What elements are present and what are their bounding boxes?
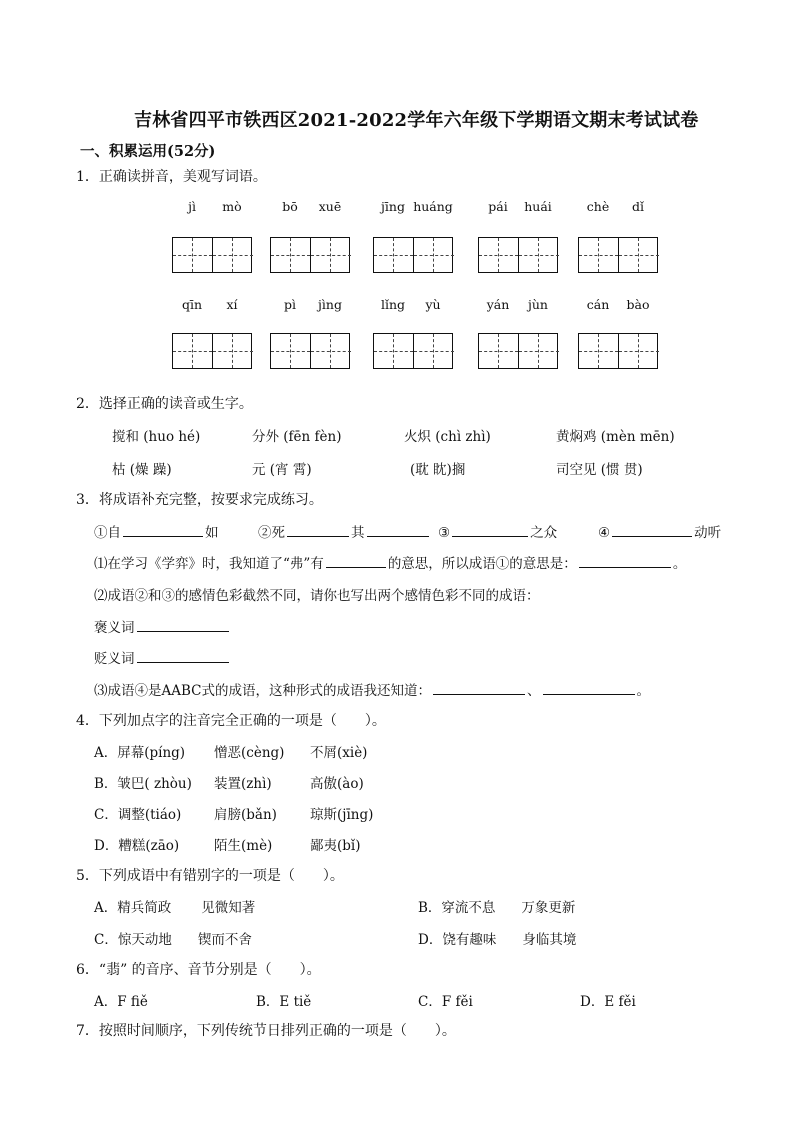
q3-sub2: ⑵成语②和③的感情色彩截然不同，请你也写出两个感情色彩不同的成语：: [94, 588, 540, 604]
pinyin-syllable: jìng: [318, 297, 342, 312]
guide-line: [311, 351, 351, 352]
idiom-3: ③ 之众: [438, 525, 558, 541]
writing-grid-box[interactable]: [373, 333, 453, 369]
q3-negative: 贬义词: [94, 647, 231, 667]
grid-cell[interactable]: [173, 334, 213, 368]
question-6-stem: 6．“翡” 的音序、音节分别是（ ）。: [76, 962, 321, 978]
pinyin-syllable: jùn: [528, 297, 548, 312]
pinyin-syllable: jì: [188, 199, 196, 214]
pinyin-syllable: huáng: [413, 199, 453, 214]
grid-cell[interactable]: [271, 334, 311, 368]
guide-line: [579, 351, 618, 352]
q2-item: 枯 (燥 躁): [112, 462, 172, 478]
q6-option-d: D．E fěi: [580, 994, 636, 1010]
grid-cell[interactable]: [173, 238, 213, 272]
question-3-stem: 3．将成语补充完整，按要求完成练习。: [76, 492, 323, 508]
q4-option-part: D．糟糕(zāo): [94, 838, 180, 854]
grid-cell[interactable]: [619, 238, 659, 272]
writing-grid-box[interactable]: [578, 237, 658, 273]
q3-sub1: ⑴在学习《学弈》时，我知道了“弗”有 的意思，所以成语①的意思是： 。: [94, 556, 687, 572]
pinyin-syllable: mò: [222, 199, 242, 214]
q4-option-part: 不屑(xiè): [310, 745, 368, 761]
q4-option-part: 装置(zhì): [214, 776, 272, 792]
page-title: 吉林省四平市铁西区2021-2022学年六年级下学期语文期末考试试卷: [134, 110, 699, 131]
question-5-stem: 5．下列成语中有错别字的一项是（ ）。: [76, 868, 344, 884]
pinyin-syllable: xuē: [318, 199, 342, 214]
q5-option-d: D．饶有趣味 身临其境: [418, 932, 577, 948]
grid-cell[interactable]: [414, 238, 454, 272]
guide-line: [173, 255, 212, 256]
guide-line: [414, 255, 454, 256]
grid-cell[interactable]: [311, 238, 351, 272]
q2-item: 元 (宵 霄): [252, 462, 312, 478]
grid-cell[interactable]: [374, 334, 414, 368]
q2-item: 分外 (fēn fèn): [252, 429, 342, 445]
grid-cell[interactable]: [579, 334, 619, 368]
q4-option-part: 肩膀(bǎn): [214, 807, 277, 823]
writing-grid-box[interactable]: [172, 333, 252, 369]
pinyin-syllable: chè: [586, 199, 610, 214]
guide-line: [414, 351, 454, 352]
grid-cell[interactable]: [519, 334, 559, 368]
q4-option-part: 憎恶(cèng): [214, 745, 285, 761]
q3-positive: 褒义词: [94, 616, 231, 636]
grid-cell[interactable]: [374, 238, 414, 272]
pinyin-syllable: bō: [282, 199, 298, 214]
q4-option-part: 鄙夷(bǐ): [310, 838, 361, 854]
grid-cell[interactable]: [579, 238, 619, 272]
guide-line: [479, 351, 518, 352]
section-heading: 一、积累运用(52分): [80, 143, 216, 160]
writing-grid-box[interactable]: [270, 237, 350, 273]
writing-grid-box[interactable]: [270, 333, 350, 369]
guide-line: [271, 255, 310, 256]
writing-grid-box[interactable]: [373, 237, 453, 273]
q4-option-part: 高傲(ào): [310, 776, 364, 792]
idiom-4: ④ 动听: [598, 525, 722, 541]
guide-line: [374, 255, 413, 256]
grid-cell[interactable]: [414, 334, 454, 368]
writing-grid-box[interactable]: [172, 237, 252, 273]
pinyin-syllable: cán: [586, 297, 610, 312]
question-7-stem: 7．按照时间顺序，下列传统节日排列正确的一项是（ ）。: [76, 1023, 456, 1039]
pinyin-syllable: pái: [488, 199, 508, 214]
question-2-stem: 2．选择正确的读音或生字。: [76, 396, 253, 412]
guide-line: [173, 351, 212, 352]
grid-cell[interactable]: [479, 238, 519, 272]
q5-option-a: A．精兵简政 见微知著: [94, 900, 256, 916]
grid-cell[interactable]: [213, 334, 253, 368]
pinyin-syllable: qīn: [181, 297, 203, 312]
writing-grid-box[interactable]: [578, 333, 658, 369]
pinyin-syllable: xí: [226, 297, 238, 312]
q4-option-part: 陌生(mè): [214, 838, 273, 854]
grid-cell[interactable]: [619, 334, 659, 368]
guide-line: [579, 255, 618, 256]
pinyin-syllable: yán: [486, 297, 510, 312]
idiom-2: ②死 其: [258, 521, 431, 541]
pinyin-syllable: pì: [284, 297, 296, 312]
q2-item: 搅和 (huo hé): [112, 429, 201, 445]
question-1-stem: 1．正确读拼音，美观写词语。: [76, 169, 267, 185]
q4-option-part: A．屏幕(píng): [94, 745, 186, 761]
q5-option-b: B．穿流不息 万象更新: [418, 900, 576, 916]
idiom-1: ①自 如: [94, 525, 219, 541]
pinyin-syllable: jīng: [381, 199, 405, 214]
grid-cell[interactable]: [213, 238, 253, 272]
pinyin-syllable: bào: [626, 297, 650, 312]
q6-option-c: C．F fěi: [418, 994, 473, 1010]
writing-grid-box[interactable]: [478, 333, 558, 369]
guide-line: [519, 351, 559, 352]
guide-line: [619, 255, 659, 256]
pinyin-syllable: huái: [524, 199, 552, 214]
guide-line: [213, 255, 253, 256]
grid-cell[interactable]: [479, 334, 519, 368]
grid-cell[interactable]: [519, 238, 559, 272]
q5-option-c: C．惊天动地 锲而不舍: [94, 932, 252, 948]
pinyin-syllable: lǐng: [380, 297, 406, 312]
q6-option-b: B．E tiě: [256, 994, 312, 1010]
grid-cell[interactable]: [311, 334, 351, 368]
guide-line: [479, 255, 518, 256]
question-4-stem: 4．下列加点字的注音完全正确的一项是（ ）。: [76, 713, 386, 729]
guide-line: [213, 351, 253, 352]
grid-cell[interactable]: [271, 238, 311, 272]
q6-option-a: A．F fiě: [94, 994, 148, 1010]
q4-option-part: B．皱巴( zhòu): [94, 776, 192, 792]
pinyin-syllable: dǐ: [632, 199, 644, 214]
guide-line: [311, 255, 351, 256]
q4-option-part: 琼斯(jīng): [310, 807, 374, 823]
guide-line: [619, 351, 659, 352]
guide-line: [519, 255, 559, 256]
guide-line: [374, 351, 413, 352]
pinyin-syllable: yù: [425, 297, 441, 312]
q4-option-part: C．调整(tiáo): [94, 807, 182, 823]
q2-item: 黄焖鸡 (mèn mēn): [556, 429, 675, 445]
q3-sub3: ⑶成语④是AABC式的成语，这种形式的成语我还知道： 、 。: [94, 683, 650, 699]
writing-grid-box[interactable]: [478, 237, 558, 273]
q2-item: (耽 眈)搁: [410, 462, 466, 478]
q2-item: 火炽 (chì zhì): [404, 429, 491, 445]
q2-item: 司空见 (惯 贯): [556, 462, 643, 478]
guide-line: [271, 351, 310, 352]
